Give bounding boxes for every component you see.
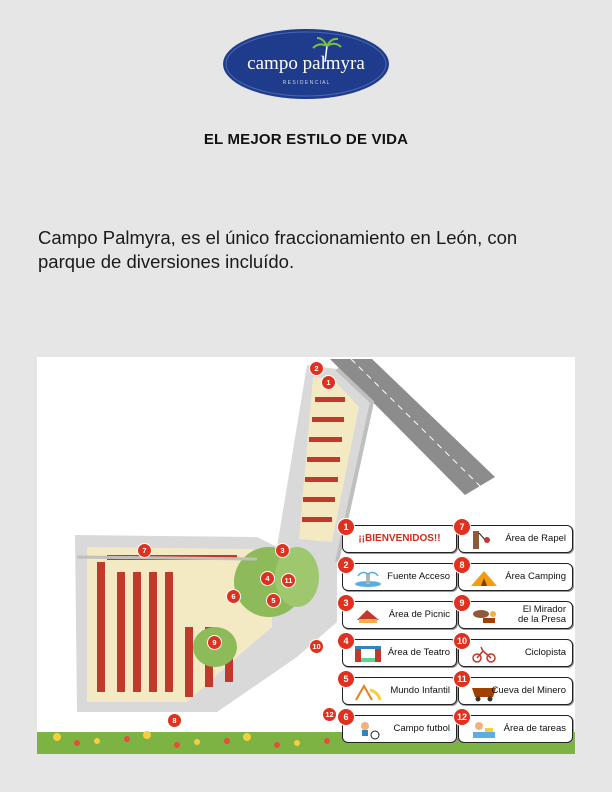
legend-number: 12 [453,708,471,726]
legend-number: 2 [337,556,355,574]
study-icon [469,720,499,740]
brand-logo [222,28,390,100]
map-marker-3[interactable]: 3 [275,543,290,558]
soccer-icon [353,720,383,740]
legend-number: 9 [453,594,471,612]
legend-number: 7 [453,518,471,536]
legend-number: 5 [337,670,355,688]
legend-item-campo-futbol[interactable] [342,712,457,743]
legend-label: Área Camping [505,571,566,582]
map-marker-8[interactable]: 8 [167,713,182,728]
legend-number: 11 [453,670,471,688]
legend-label: Fuente Acceso [387,571,450,582]
legend-number: 10 [453,632,471,650]
legend-item-area-rapel[interactable] [458,522,573,553]
map-marker-4[interactable]: 4 [260,571,275,586]
legend-label: El Mirador de la Presa [517,604,566,625]
intro-text: Campo Palmyra, es el único fraccionamiento en León, con parque de diversiones incluído. [38,227,518,272]
legend-item-fuente-acceso[interactable] [342,560,457,591]
legend-item-mundo-infantil[interactable] [342,674,457,705]
map-marker-2[interactable]: 2 [309,361,324,376]
legend-item-area-tareas[interactable] [456,712,573,743]
legend-item-area-camping[interactable] [458,560,573,591]
brand-sub: R E S I D E N C I A L [282,80,330,86]
brand-name: campo palmyra [247,53,365,74]
legend-item-bienvenidos[interactable] [342,522,457,553]
legend-label: Área de tareas [503,723,566,734]
legend-number: 8 [453,556,471,574]
legend-number: 1 [337,518,355,536]
theater-icon [353,644,383,664]
legend-item-ciclopista[interactable] [456,636,573,667]
page-tagline: EL MEJOR ESTILO DE VIDA [203,131,409,148]
legend-label: Área de Teatro [387,647,450,658]
legend-item-mirador[interactable] [458,598,573,629]
legend-number: 6 [337,708,355,726]
map-marker-10[interactable]: 10 [309,639,324,654]
rappel-icon [469,530,499,550]
map-marker-6[interactable]: 6 [226,589,241,604]
map-marker-9[interactable]: 9 [207,635,222,650]
legend-label: Cueva del Minero [491,685,566,696]
legend-item-area-teatro[interactable] [342,636,457,667]
legend-item-area-picnic[interactable] [342,598,457,629]
map-marker-12[interactable]: 12 [322,707,337,722]
legend-label: Área de Picnic [388,609,450,620]
legend-number: 4 [337,632,355,650]
legend-label: Campo futbol [393,723,450,734]
fountain-icon [353,568,383,588]
viewpoint-icon [469,606,499,626]
map-marker-1[interactable]: 1 [321,375,336,390]
legend-number: 3 [337,594,355,612]
map-marker-7[interactable]: 7 [137,543,152,558]
bicycle-icon [469,644,499,664]
site-map [37,357,575,754]
playground-icon [353,682,383,702]
legend-item-cueva-minero[interactable] [457,674,573,705]
picnic-icon [353,606,383,626]
legend-label: Área de Rapel [505,533,566,544]
legend-label: Ciclopista [524,647,566,658]
map-marker-11[interactable]: 11 [281,573,296,588]
legend-label: ¡¡BIENVENIDOS!! [358,533,441,544]
tent-icon [469,568,499,588]
map-marker-5[interactable]: 5 [266,593,281,608]
legend-label: Mundo Infantil [390,685,450,696]
